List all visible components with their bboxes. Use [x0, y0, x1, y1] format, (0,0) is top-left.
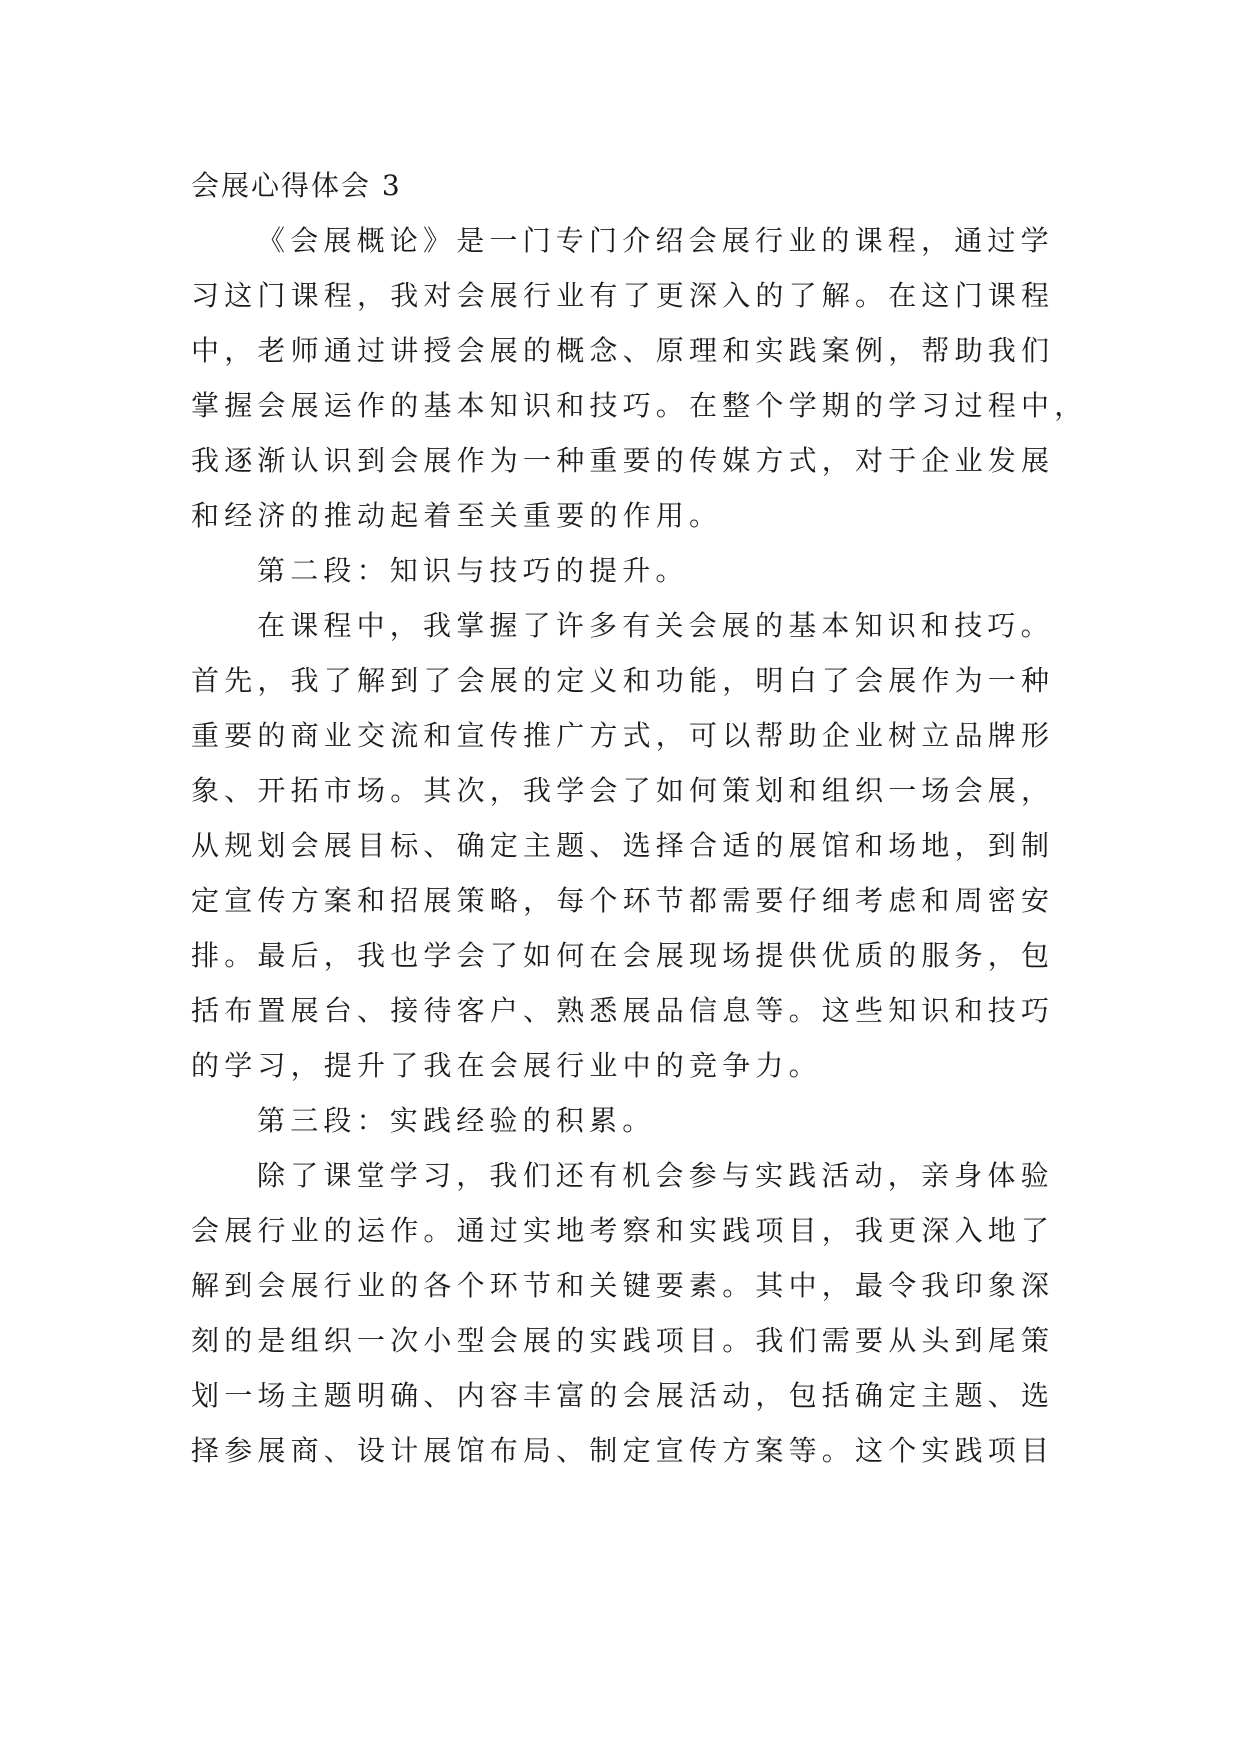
paragraph-3-line-3: 解到会展行业的各个环节和关键要素。其中，最令我印象深	[191, 1269, 1055, 1302]
section-heading-3: 第三段：实践经验的积累。	[257, 1104, 656, 1137]
paragraph-1-line-6: 和经济的推动起着至关重要的作用。	[191, 499, 723, 532]
paragraph-3-line-5: 划一场主题明确、内容丰富的会展活动，包括确定主题、选	[191, 1379, 1055, 1412]
paragraph-1-line-4: 掌握会展运作的基本知识和技巧。在整个学期的学习过程中，	[191, 389, 1088, 422]
paragraph-2-line-1: 在课程中，我掌握了许多有关会展的基本知识和技巧。	[257, 609, 1054, 642]
paragraph-3-line-1: 除了课堂学习，我们还有机会参与实践活动，亲身体验	[257, 1159, 1054, 1192]
paragraph-2-line-9: 的学习，提升了我在会展行业中的竞争力。	[191, 1049, 822, 1082]
paragraph-1-line-2: 习这门课程，我对会展行业有了更深入的了解。在这门课程	[191, 279, 1055, 312]
paragraph-1-line-3: 中，老师通过讲授会展的概念、原理和实践案例，帮助我们	[191, 334, 1055, 367]
paragraph-3-line-6: 择参展商、设计展馆布局、制定宣传方案等。这个实践项目	[191, 1434, 1055, 1467]
paragraph-2-line-8: 括布置展台、接待客户、熟悉展品信息等。这些知识和技巧	[191, 994, 1055, 1027]
paragraph-2-line-5: 从规划会展目标、确定主题、选择合适的展馆和场地，到制	[191, 829, 1055, 862]
paragraph-2-line-6: 定宣传方案和招展策略，每个环节都需要仔细考虑和周密安	[191, 884, 1055, 917]
paragraph-1-line-1: 《会展概论》是一门专门介绍会展行业的课程，通过学	[257, 224, 1054, 257]
document-title: 会展心得体会 3	[191, 169, 402, 202]
paragraph-2-line-2: 首先，我了解到了会展的定义和功能，明白了会展作为一种	[191, 664, 1055, 697]
paragraph-2-line-7: 排。最后，我也学会了如何在会展现场提供优质的服务，包	[191, 939, 1055, 972]
paragraph-2-line-4: 象、开拓市场。其次，我学会了如何策划和组织一场会展，	[191, 774, 1055, 807]
section-heading-2: 第二段：知识与技巧的提升。	[257, 554, 689, 587]
paragraph-2-line-3: 重要的商业交流和宣传推广方式，可以帮助企业树立品牌形	[191, 719, 1055, 752]
paragraph-1-line-5: 我逐渐认识到会展作为一种重要的传媒方式，对于企业发展	[191, 444, 1055, 477]
paragraph-3-line-2: 会展行业的运作。通过实地考察和实践项目，我更深入地了	[191, 1214, 1055, 1247]
paragraph-3-line-4: 刻的是组织一次小型会展的实践项目。我们需要从头到尾策	[191, 1324, 1055, 1357]
